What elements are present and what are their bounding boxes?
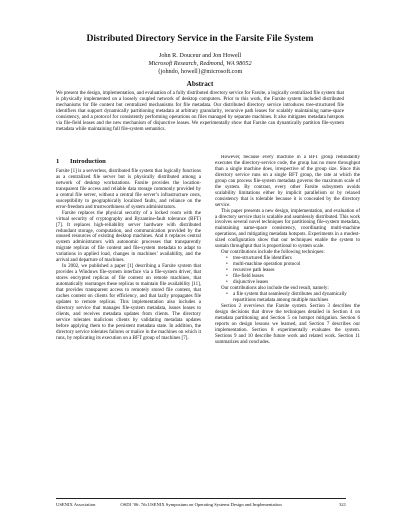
paragraph: Farsite replaces the physical security of a locked room with the virtual security of cryptography and Byzantine-fault tolerance (BFT) [7]. It replaces high-reliability server hardware with distributed redundant storage, computation, and communication provided by the unused resources of existing desktop machines. And it replaces central system administrators with autonomic processes that transparently migrate replicas of file content and file-system metadata to adapt to variations in applied load, changes in machines’ availability, and the arrival and departure of machines. <box>56 210 201 264</box>
abstract-heading: Abstract <box>186 80 214 88</box>
results-list <box>215 292 360 304</box>
paragraph: Farsite [1] is a serverless, distributed file system that logically functions as a centralized file server but is physically distributed among a network of desktop workstations. Farsite provides the location-transparent file access and reliable data storage commonly provided by a central file server, without a central file server’s infrastructure costs, susceptibility to geographically localized faults, and reliance on the error-freedom and trustworthiness of system administrators. <box>56 169 201 210</box>
paragraph: This paper presents a new design, implementation, and evaluation of a directory service that is scalable and seamlessly distributed. This work involves several novel techniques for partitioning file-system metadata, maintaining name-space consistency, coordinating multi-machine operations, and mitigating metadata hotspots. Experiments in a modest-sized configuration show that our techniques enable the system to sustain throughput that is proportional to system scale. <box>215 208 360 250</box>
page-number: 321 <box>339 502 346 507</box>
section-number: 1 <box>56 158 60 165</box>
abstract-text: We present the design, implementation, and evaluation of a fully distributed directory service for Farsite, a logically centralized file system that is physically implemented on a loosely coupled network of desktop computers. Prior to this work, the Farsite system included distributed mechanisms for file content but centralized mechanisms for file metadata. Our distributed directory service introduces tree-structured file identifiers that support dynamically partitioning metadata at arbitrary granularity, recursive path leases for scalably maintaining name-space consistency, and a protocol for consistently performing operations on files managed by separate machines. It also mitigates metadata hotspots via file-field leases and the new mechanism of disjunctive leases. We experimentally show that Farsite can dynamically partition file-system metadata while maintaining full file-system semantics. <box>56 91 344 132</box>
paragraph: Our contributions also include the end result, namely: <box>221 285 329 291</box>
section-heading <box>56 158 201 166</box>
list-item: • file-field leases <box>233 274 360 280</box>
list-item: • recursive path leases <box>233 268 360 274</box>
section-title: Introduction <box>70 158 106 165</box>
footer-publisher: USENIX Association <box>56 502 96 507</box>
paragraph: Section 2 overviews the Farsite system. Section 3 describes the design decisions that drove the techniques detailed in Section 4 on metadata partitioning and Section 5 on hotspot mitigation. Section 6 reports on design lessons we learned, and Section 7 describes our implementation. Section 8 experimentally evaluates the system. Sections 9 and 10 describe future work and related work. Section 11 summarizes and concludes. <box>215 303 360 345</box>
right-column <box>215 155 360 485</box>
paragraph: In 2002, we published a paper [1] describing a Farsite system that provides a Windows file-system interface via a file-system driver, that stores encrypted replicas of file content on remote machines, that automatically rearranges these replicas to maintain file availability [11], that provides transparent access to remotely stored file content, that caches content on clients for efficiency, and that lazily propagates file updates to remote replicas. This implementation also includes a directory service that manages file-system metadata, issues leases to clients, and receives metadata updates from clients. The directory service tolerates malicious clients by validating metadata updates before applying them to the persistent metadata state. In addition, the directory service tolerates failures or malice in the machines on which it runs, by replicating its execution on a BFT group of machines [7]. <box>56 264 201 341</box>
page-footer <box>56 498 346 507</box>
paper-affiliation: Microsoft Research, Redmond, WA 98052 <box>148 60 252 67</box>
paragraph: Our contributions include the following techniques: <box>221 250 325 256</box>
list-item: • multi-machine operation protocol <box>233 262 360 268</box>
left-column <box>56 158 201 488</box>
paragraph: However, because every machine in a BFT group redundantly executes the directory-service code, the group has no more throughput than a single machine does, irrespective of the group size. Since this directory service runs on a single BFT group, the rate at which the group can process file-system metadata governs the maximum scale of the system. By contrast, every other Farsite subsystem avoids scalability limitations either by implicit parallelism or by relaxed consistency that is tolerable because it is concealed by the directory service. <box>215 155 360 208</box>
list-item: • tree-structured file identifiers <box>233 256 360 262</box>
paper-email: {johndo, howell}@microsoft.com <box>157 68 243 75</box>
footer-venue: OSDI ’06: 7th USENIX Symposium on Operating Systems Design and Implementation <box>120 502 282 507</box>
paper-authors: John R. Douceur and Jon Howell <box>158 52 242 59</box>
list-item: • a file system that seamlessly distributes and dynamically repartitions metadata among multiple machines <box>233 292 360 304</box>
techniques-list <box>215 256 360 286</box>
paper-title: Distributed Directory Service in the Farsite File System <box>86 33 314 44</box>
list-item: • disjunctive leases <box>233 280 360 286</box>
